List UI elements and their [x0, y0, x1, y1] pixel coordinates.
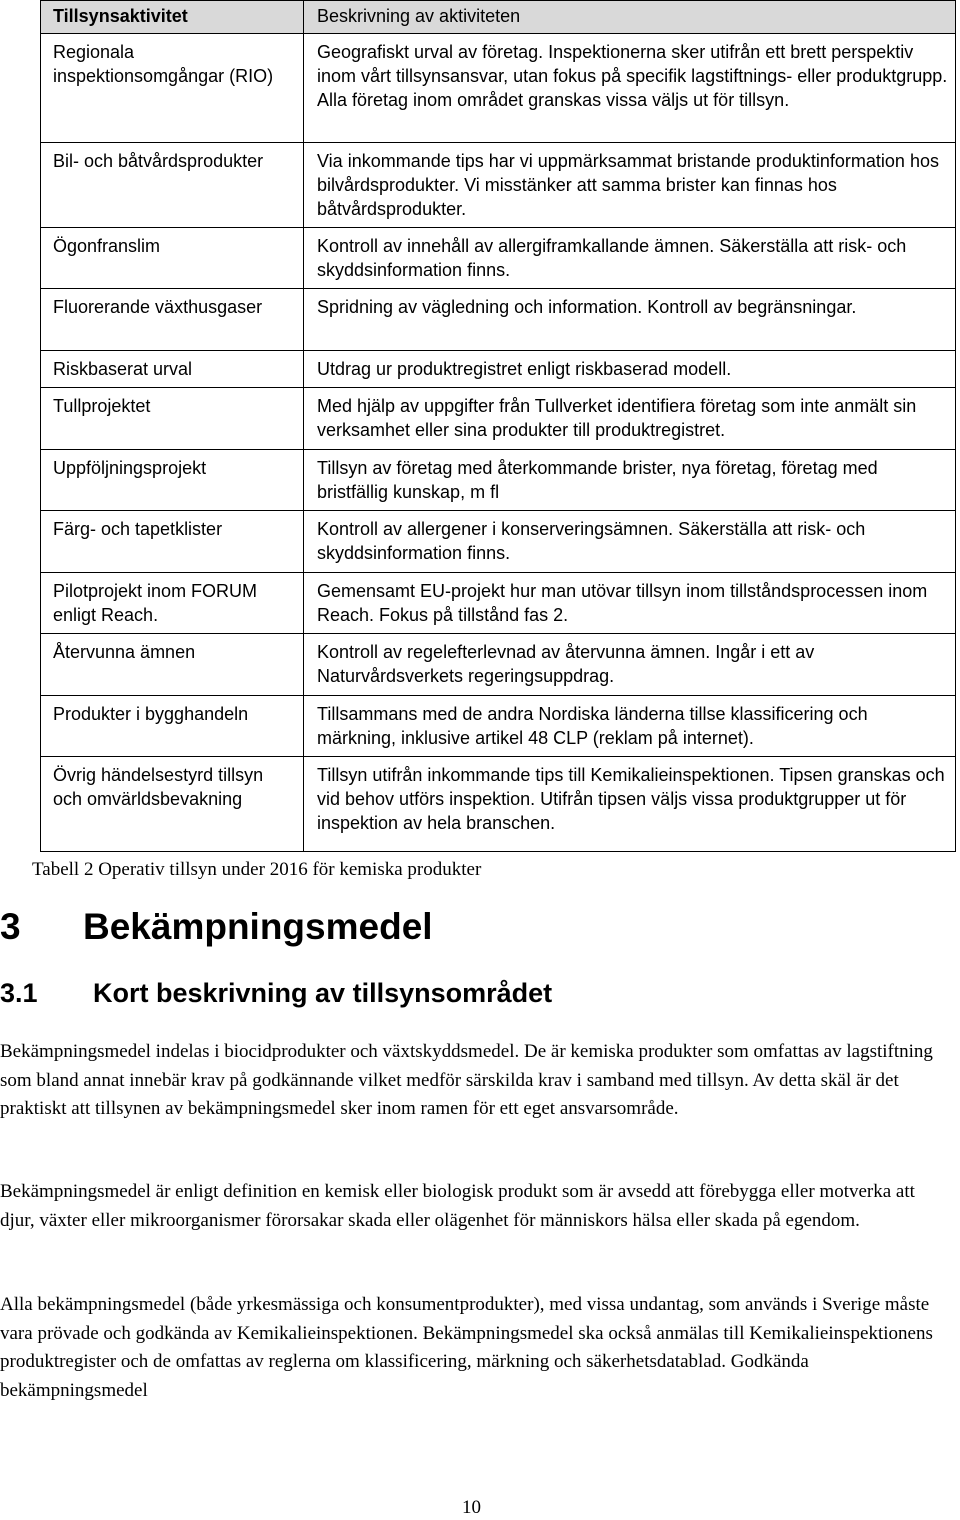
- activity-cell: Regionala inspektionsomgångar (RIO): [53, 42, 274, 86]
- subsection-number: 3.1: [0, 978, 38, 1008]
- page-number: 10: [462, 1497, 481, 1518]
- body-paragraph: Bekämpningsmedel indelas i biocidprodukter och växtskyddsmedel. De är kemiska produkter som omfattas av lagstiftning som bland annat innebär krav på godkännande vilket medför särskilda krav i samband med tillsyn. Av detta skäl är det praktiskt att tillsynen av bekämpningsmedel sker inom ramen för ett eget ansvarsområde.: [0, 1041, 933, 1120]
- body-paragraph: Bekämpningsmedel är enligt definition en kemisk eller biologisk produkt som är avsedd att förebygga eller motverka att djur, växter eller mikroorganismer förorsakar skada eller olägenhet för människors hälsa eller skada på egendom.: [0, 1181, 915, 1231]
- header-description: Beskrivning av aktiviteten: [304, 1, 956, 34]
- subsection-title: Kort beskrivning av tillsynsområdet: [93, 978, 553, 1008]
- section-number: 3: [0, 906, 21, 947]
- supervision-activities-table: [40, 0, 956, 852]
- description-cell: Kontroll av allergener i konserveringsämnen. Säkerställa att risk- och skyddsinformation finns.: [317, 519, 866, 563]
- description-cell: Med hjälp av uppgifter från Tullverket identifiera företag som inte anmält sin verksamhet eller sina produkter till produktregistret.: [317, 396, 917, 440]
- activity-cell: Fluorerande växthusgaser: [53, 297, 263, 317]
- table-row: [41, 228, 956, 289]
- table-row: [41, 351, 956, 388]
- table-row: [41, 289, 956, 351]
- description-cell: Via inkommande tips har vi uppmärksammat bristande produktinformation hos bilvårdsprodukter. Vi misstänker att samma brister kan finnas hos båtvårdsprodukter.: [317, 151, 939, 219]
- description-cell: Tillsyn utifrån inkommande tips till Kemikalieinspektionen. Tipsen granskas och vid behov utförs inspektion. Utifrån tipsen väljs vissa produktgrupper ut för inspektion av hela branschen.: [317, 765, 945, 833]
- description-cell: Kontroll av regelefterlevnad av återvunna ämnen. Ingår i ett av Naturvårdsverkets regeringsuppdrag.: [317, 642, 815, 686]
- description-cell: Kontroll av innehåll av allergiframkallande ämnen. Säkerställa att risk- och skyddsinformation finns.: [317, 236, 907, 280]
- activity-cell: Riskbaserat urval: [53, 359, 193, 379]
- subsection-heading: [0, 978, 552, 1009]
- header-activity: Tillsynsaktivitet: [41, 1, 304, 34]
- activity-cell: Bil- och båtvårdsprodukter: [53, 151, 264, 171]
- activity-cell: Tullprojektet: [53, 396, 151, 416]
- activity-cell: Övrig händelsestyrd tillsyn och omvärldsbevakning: [53, 765, 264, 809]
- description-cell: Tillsyn av företag med återkommande brister, nya företag, företag med bristfällig kunskap, m fl: [317, 458, 878, 502]
- activity-cell: Färg- och tapetklister: [53, 519, 223, 539]
- section-heading: [0, 906, 433, 948]
- table-row: [41, 696, 956, 757]
- table-row: [41, 757, 956, 852]
- table-caption: Tabell 2 Operativ tillsyn under 2016 för kemiska produkter: [32, 859, 482, 880]
- body-paragraph: Alla bekämpningsmedel (både yrkesmässiga och konsumentprodukter), med vissa undantag, som används i Sverige måste vara prövade och godkända av Kemikalieinspektionen. Bekämpningsmedel ska också anmälas till Kemikalieinspektionens produktregister och de omfattas av reglerna om klassificering, märkning och säkerhetsdatablad. Godkända bekämpningsmedel: [0, 1294, 933, 1401]
- table-header-row: [41, 1, 956, 34]
- table-row: [41, 634, 956, 696]
- table-row: [41, 388, 956, 450]
- description-cell: Utdrag ur produktregistret enligt riskbaserad modell.: [317, 359, 732, 379]
- activity-cell: Ögonfranslim: [53, 236, 161, 256]
- section-title: Bekämpningsmedel: [83, 906, 433, 947]
- description-cell: Tillsammans med de andra Nordiska länderna tillse klassificering och märkning, inklusive artikel 48 CLP (reklam på internet).: [317, 704, 868, 748]
- description-cell: Spridning av vägledning och information. Kontroll av begränsningar.: [317, 297, 857, 317]
- activity-cell: Uppföljningsprojekt: [53, 458, 207, 478]
- table-row: [41, 450, 956, 511]
- table-row: [41, 573, 956, 634]
- table-row: [41, 511, 956, 573]
- table-row: [41, 34, 956, 143]
- activity-cell: Återvunna ämnen: [53, 642, 196, 662]
- activity-cell: Pilotprojekt inom FORUM enligt Reach.: [53, 581, 258, 625]
- activity-cell: Produkter i bygghandeln: [53, 704, 249, 724]
- description-cell: Gemensamt EU-projekt hur man utövar tillsyn inom tillståndsprocessen inom Reach. Fokus på tillstånd fas 2.: [317, 581, 928, 625]
- description-cell: Geografiskt urval av företag. Inspektionerna sker utifrån ett brett perspektiv inom vårt tillsynsansvar, utan fokus på specifik lagstiftnings- eller produktgrupp. Alla företag inom området granskas vissa väljs ut för tillsyn.: [317, 42, 948, 110]
- table-row: [41, 143, 956, 228]
